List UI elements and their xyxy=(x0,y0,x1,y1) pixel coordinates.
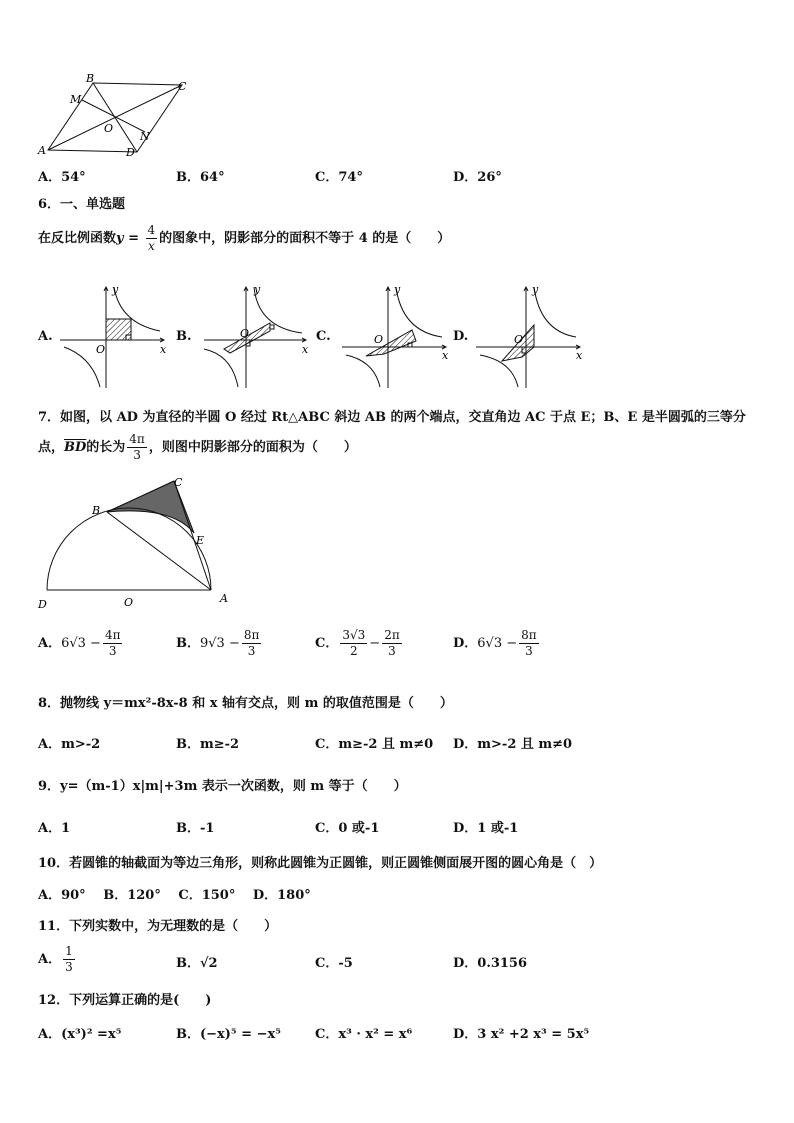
svg-text:D: D xyxy=(38,598,47,611)
q8-option-b[interactable]: B．m≥-2 xyxy=(176,737,240,752)
q7-option-b[interactable]: B．9√3 − $\frac{8\pi}{3}$ xyxy=(176,628,260,658)
svg-text:O: O xyxy=(124,596,134,609)
svg-text:A: A xyxy=(220,592,228,605)
q7-stem-line1: 7．如图，以 AD 为直径的半圆 O 经过 Rt△ABC 斜边 AB 的两个端点，交直角边 AC 于点 E；B、E 是半圆弧的三等分 xyxy=(38,410,746,425)
svg-text:y: y xyxy=(394,283,401,296)
q5-option-c[interactable]: C．74° xyxy=(315,170,363,185)
q6-graph-d xyxy=(476,283,588,389)
q12-option-a[interactable]: A．(x³)² =x⁵ xyxy=(38,1027,122,1042)
q7-stem-line2: 点，$\overline{BD}$的长为 $\frac{4\pi}{3}$ ，则图中阴影部分的面积为（ ） xyxy=(38,432,357,462)
q6-option-b[interactable]: B. xyxy=(176,329,192,344)
svg-text:O: O xyxy=(374,333,384,346)
label-M: M xyxy=(70,93,82,106)
q5-option-d[interactable]: D．26° xyxy=(453,170,502,185)
q9-option-c[interactable]: C．0 或-1 xyxy=(315,821,380,836)
svg-text:O: O xyxy=(514,333,524,346)
q8-stem: 8．抛物线 y＝mx²-8x-8 和 x 轴有交点，则 m 的取值范围是（ ） xyxy=(38,696,453,711)
label-O: O xyxy=(104,122,114,135)
label-D: D xyxy=(126,146,135,158)
q6-header: 6．一、单选题 xyxy=(38,197,126,212)
q12-option-b[interactable]: B．(−x)⁵ = −x⁵ xyxy=(176,1027,281,1042)
svg-text:x: x xyxy=(576,349,583,362)
q5-option-b[interactable]: B．64° xyxy=(176,170,225,185)
q11-option-a[interactable]: A． $\frac{1}{3}$ xyxy=(38,944,73,974)
label-A: A xyxy=(38,144,46,157)
q6-option-d[interactable]: D. xyxy=(453,329,469,344)
q5-option-a[interactable]: A．54° xyxy=(38,170,86,185)
q6-option-a[interactable]: A. xyxy=(38,329,53,344)
svg-text:O: O xyxy=(240,327,250,340)
q6-graph-a xyxy=(60,283,170,389)
q12-option-d[interactable]: D．3 x² +2 x³ = 5x⁵ xyxy=(453,1027,590,1042)
q11-stem: 11．下列实数中，为无理数的是（ ） xyxy=(38,919,278,934)
q8-option-c[interactable]: C．m≥-2 且 m≠0 xyxy=(315,737,434,752)
q7-option-d[interactable]: D．6√3 − $\frac{8\pi}{3}$ xyxy=(453,628,537,658)
svg-text:E: E xyxy=(196,534,205,547)
q9-option-a[interactable]: A．1 xyxy=(38,821,71,836)
svg-text:O: O xyxy=(96,343,106,356)
q6-graph-b xyxy=(200,283,312,389)
svg-text:y: y xyxy=(254,283,261,296)
label-B: B xyxy=(86,74,95,85)
q10-stem: 10．若圆锥的轴截面为等边三角形，则称此圆锥为正圆锥，则正圆锥侧面展开图的圆心角是（ ） xyxy=(38,856,603,871)
svg-text:x: x xyxy=(302,343,309,356)
label-C: C xyxy=(178,80,187,93)
svg-text:x: x xyxy=(160,343,167,356)
q12-option-c[interactable]: C．x³ · x² = x⁶ xyxy=(315,1027,413,1042)
q7-option-a[interactable]: A．6√3 − $\frac{4\pi}{3}$ xyxy=(38,628,121,658)
svg-text:x: x xyxy=(442,349,449,362)
q9-option-b[interactable]: B．-1 xyxy=(176,821,215,836)
svg-text:B: B xyxy=(92,504,101,517)
q12-stem: 12．下列运算正确的是( ) xyxy=(38,993,212,1008)
q8-option-d[interactable]: D．m>-2 且 m≠0 xyxy=(453,737,573,752)
q9-stem: 9．y=（m-1）x|m|+3m 表示一次函数，则 m 等于（ ） xyxy=(38,779,407,794)
q8-option-a[interactable]: A．m>-2 xyxy=(38,737,101,752)
q6-option-c[interactable]: C. xyxy=(316,329,331,344)
q11-option-b[interactable]: B．√2 xyxy=(176,956,218,971)
svg-text:y: y xyxy=(532,283,539,296)
q7-option-c[interactable]: C． $\frac{3√3}{2}$ − $\frac{2\pi}{3}$ xyxy=(315,628,400,658)
q9-option-d[interactable]: D．1 或-1 xyxy=(453,821,519,836)
svg-text:y: y xyxy=(112,283,119,296)
q10-options[interactable]: A．90° B．120° C．150° D．180° xyxy=(38,888,311,903)
q6-stem: 在反比例函数y = $\frac{4}{x}$ 的图象中，阴影部分的面积不等于 4 的是（ ） xyxy=(38,223,451,253)
q11-option-c[interactable]: C．-5 xyxy=(315,956,353,971)
svg-text:C: C xyxy=(174,476,183,489)
q11-option-d[interactable]: D．0.3156 xyxy=(453,956,528,971)
q6-graph-c xyxy=(340,283,452,389)
parallelogram-figure xyxy=(34,74,194,158)
label-N: N xyxy=(140,130,150,143)
semicircle-figure xyxy=(36,472,236,612)
